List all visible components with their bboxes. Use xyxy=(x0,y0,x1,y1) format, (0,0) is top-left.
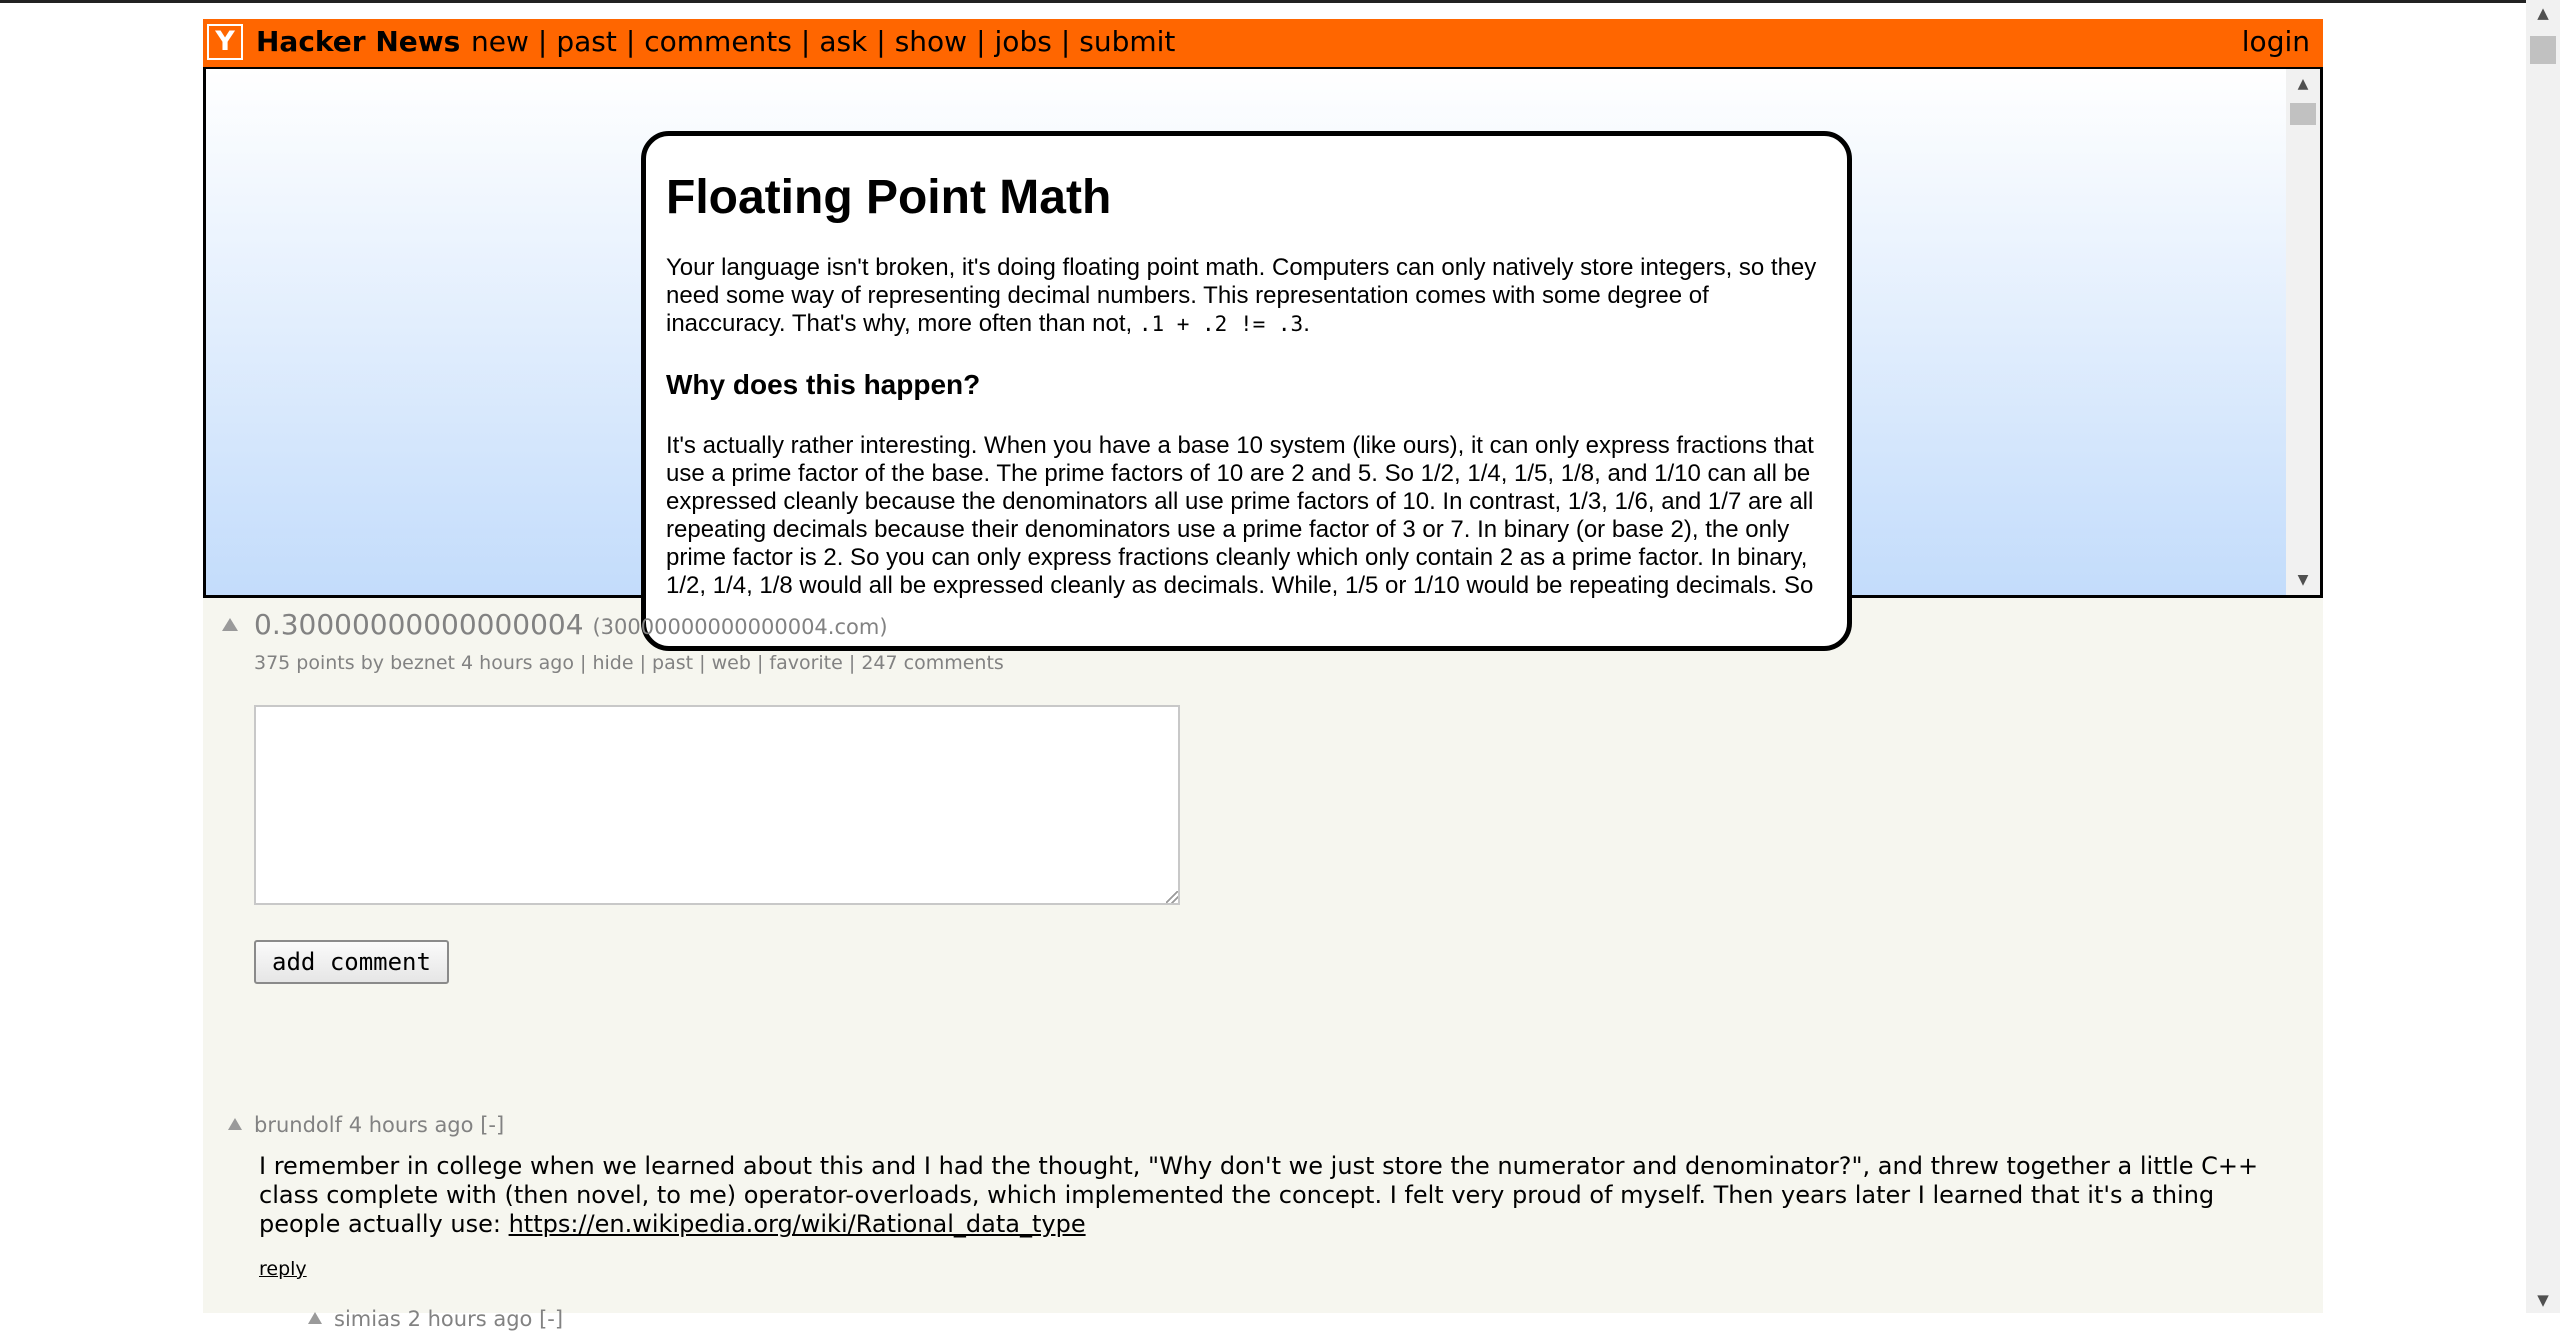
story-points: 375 points xyxy=(254,652,355,674)
web-link[interactable]: web xyxy=(711,652,751,674)
hn-page xyxy=(203,19,2323,1331)
comment-user-link[interactable]: simias xyxy=(334,1307,401,1331)
favorite-link[interactable]: favorite xyxy=(769,652,843,674)
nav-separator: | xyxy=(537,25,548,58)
comment-user-link[interactable]: brundolf xyxy=(254,1113,342,1137)
preview-card xyxy=(641,131,1852,651)
nav-separator: | xyxy=(625,25,636,58)
preview-heading: Why does this happen? xyxy=(666,369,981,400)
story-site-link[interactable]: (30000000000000004.com) xyxy=(592,615,888,639)
story-subtext: 375 points by beznet 4 hours ago | hide | past | web | favorite | 247 comments xyxy=(254,652,1004,674)
hn-header-bar xyxy=(203,19,2323,67)
textarea-resize-grip[interactable] xyxy=(1166,891,1178,903)
preview-scrollbar-thumb[interactable] xyxy=(2290,103,2316,125)
comment-upvote-arrow-icon[interactable] xyxy=(308,1312,322,1324)
preview-intro: Your language isn't broken, it's doing floating point math. Computers can only natively store integers, so they need some way of representing decimal numbers. This representation comes with some degree of inaccuracy. That's why, more often than not, .1 + .2 != .3. xyxy=(666,254,1817,337)
upvote-arrow-icon[interactable] xyxy=(222,618,238,631)
story-title-row xyxy=(254,608,888,644)
comment-collapse-toggle[interactable]: [-] xyxy=(480,1113,505,1137)
nav-separator: | xyxy=(800,25,811,58)
scrollbar-thumb[interactable] xyxy=(2530,36,2556,64)
page-scrollbar[interactable] xyxy=(2526,0,2560,1313)
past-link[interactable]: past xyxy=(652,652,694,674)
scroll-down-arrow-icon[interactable]: ▼ xyxy=(2537,1291,2549,1309)
comment-header xyxy=(228,1112,504,1138)
login-link[interactable]: login xyxy=(2241,25,2310,58)
comment-upvote-arrow-icon[interactable] xyxy=(228,1118,242,1130)
preview-title: Floating Point Math xyxy=(666,171,1112,224)
story-user-link[interactable]: beznet xyxy=(390,652,455,674)
site-name-link[interactable]: Hacker News xyxy=(256,25,461,58)
nav-new[interactable]: new xyxy=(471,25,529,58)
resize-grip-icon xyxy=(1166,891,1178,903)
preview-scrollbar[interactable] xyxy=(2286,69,2320,595)
hide-link[interactable]: hide xyxy=(592,652,634,674)
y-logo-icon[interactable]: Y xyxy=(207,24,243,60)
comment-header xyxy=(308,1306,563,1332)
nav-submit[interactable]: submit xyxy=(1079,25,1176,58)
comment-collapse-toggle[interactable]: [-] xyxy=(539,1307,564,1331)
nav-comments[interactable]: comments xyxy=(644,25,792,58)
add-comment-button[interactable]: add comment xyxy=(254,940,449,984)
nav-jobs[interactable]: jobs xyxy=(994,25,1052,58)
preview-body: It's actually rather interesting. When you have a base 10 system (like ours), it can only express fractions that use a prime factor of the base. The prime factors of 10 are 2 and 5. So 1/2, 1/4, 1/5, 1/8, and 1/10 can all be expressed cleanly because the denominators all use prime factors of 10. In contrast, 1/3, 1/6, and 1/7 are all repeating decimals because their denominators use a prime factor of 3 or 7. In binary (or base 2), the only prime factor is 2. So you can only express fractions cleanly which only contain 2 as a prime factor. In binary, 1/2, 1/4, 1/8 would all be expressed cleanly as decimals. While, 1/5 or 1/10 would be repeating decimals. So xyxy=(666,432,1814,599)
nav-separator: | xyxy=(976,25,986,58)
comment-age-link[interactable]: 4 hours ago xyxy=(348,1113,474,1137)
comment-text: I remember in college when we learned about this and I had the thought, "Why don't we just store the numerator and denominator?", and threw together a little C++ class complete with (then novel, to me) operator-overloads, which implemented the concept. I felt very proud of myself. Then years later I learned that it's a thing people actually use: https://en.wikipedia.org/wiki/Rational_data_type xyxy=(259,1152,2259,1238)
story-title-link[interactable]: 0.30000000000000004 xyxy=(254,608,584,641)
scroll-up-arrow-icon[interactable]: ▲ xyxy=(2537,4,2549,22)
comment-textarea[interactable] xyxy=(254,705,1180,905)
preview-scroll-up-icon[interactable]: ▲ xyxy=(2297,76,2309,92)
nav-past[interactable]: past xyxy=(556,25,617,58)
preview-scroll-down-icon[interactable]: ▼ xyxy=(2297,572,2309,588)
nav-separator: | xyxy=(1060,25,1071,58)
comments-count-link[interactable]: 247 comments xyxy=(861,652,1004,674)
comment-age-link[interactable]: 2 hours ago xyxy=(407,1307,533,1331)
reply-link[interactable]: reply xyxy=(259,1258,307,1280)
nav-separator: | xyxy=(876,25,886,58)
link-preview-frame[interactable] xyxy=(203,67,2323,598)
preview-code: .1 + .2 != .3 xyxy=(1138,312,1304,336)
browser-top-edge xyxy=(0,0,2536,3)
nav-links xyxy=(471,24,1175,60)
nav-ask[interactable]: ask xyxy=(819,25,868,58)
comment-link[interactable]: https://en.wikipedia.org/wiki/Rational_data_type xyxy=(508,1210,1086,1238)
story-age-link[interactable]: 4 hours ago xyxy=(461,652,574,674)
nav-show[interactable]: show xyxy=(894,25,968,58)
